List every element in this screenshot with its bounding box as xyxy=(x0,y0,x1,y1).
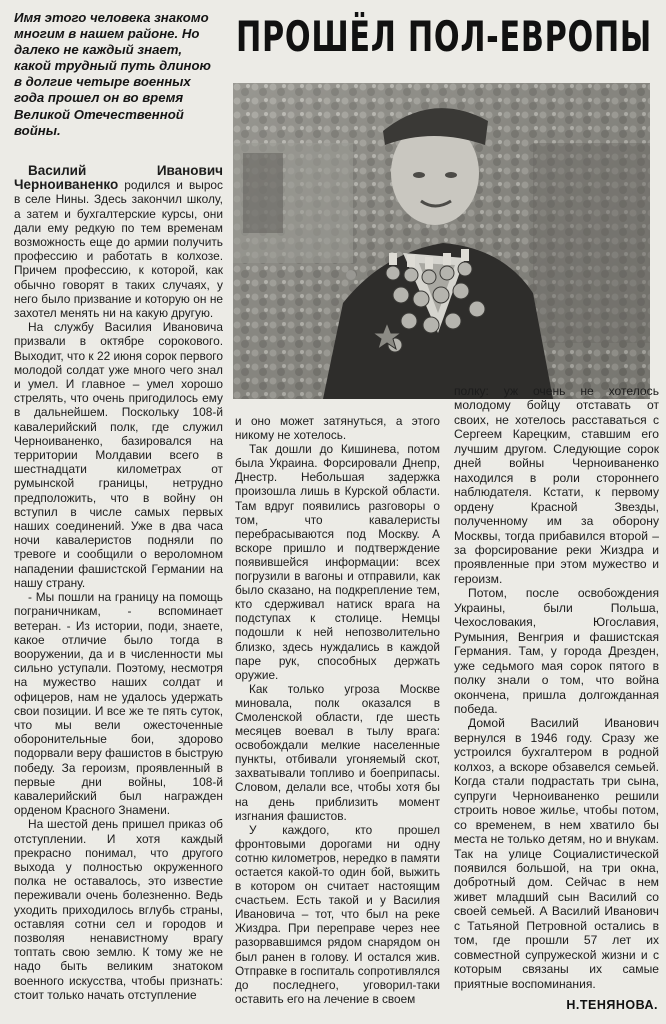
col1-paragraph-3: - Мы пошли на границу на помощь пограничникам, - вспоминает ветеран. - Из истории, поди, знаете, какое отличие было тогда в вооружении, да и в численности мы сильно уступали. Поэтому, несмотря на мужество наших солдат и офицеров, нам не удалось удержать свои позиции. И все же те пять суток, что мы вели ожесточенные оборонительные бои, здорово подорвали веру фашистов в быструю победу. За героизм, проявленный в первые дни войны, 108-й кавалерийский был награжден орденом Красного Знамени. xyxy=(14,590,223,818)
col3-paragraph-1: полку: уж очень не хотелось молодому бойцу отставать от своих, не хотелось расставаться с Сергеем Карецким, ставшим его лучшим другом. Следующие сорок дней войны Черноиваненко находился в роли стороннего наблюдателя. Кстати, к первому ордену Красной Звезды, полученному им за оборону Москвы, тогда прибавился второй – за форсирование реки Жиздра и проявленные при этом мужество и героизм. xyxy=(454,384,659,586)
col2-paragraph-1: и оно может затянуться, а этого никому не хотелось. xyxy=(235,414,440,443)
col1-paragraph-4: На шестой день пришел приказ об отступлении. И хотя каждый прекрасно понимал, что другого выхода у полностью окруженного полка не оставалось, это известие переживали очень болезненно. Ведь уходить приходилось вглубь страны, оставляя сотни сел и городов и позволяя ненавистному врагу топтать свою землю. К тому же не надо быть великим знатоком военного искусства, чтобы признать: стоит только начать отступление xyxy=(14,817,223,1002)
col1-paragraph-1: родился и вырос в селе Нины. Здесь закончил школу, а затем и бухгалтерские курсы, они дали ему редкую по тем временам возможность еще до армии получить профессию и работать в колхозе. Причем профессию, к которой, как обычно говорят в таких случаях, у него было призвание и которую он не захотел менять ни на какую другую. xyxy=(14,178,223,321)
col2-paragraph-3: Как только угроза Москве миновала, полк оказался в Смоленской области, где шесть месяцев воевал в тылу врага: освобождали мелкие населенные пункты, отбивали угоняемый скот, захватывали топливо и боеприпасы. Словом, делали все, чтобы хотя бы на день приблизить момент изгнания фашистов. xyxy=(235,681,440,823)
veteran-surname: Черноиваненко xyxy=(14,177,119,193)
col2-paragraph-2: Так дошли до Кишинева, потом была Украина. Форсировали Днепр, Днестр. Небольшая задержка произошла лишь в Курской области. Там вдруг появились разговоры о том, что кавалеристы перебрасываются под Москву. А вскоре пришло и подтверждение появившейся информации: всех погрузили в вагоны и отправили, как было сказано, на подкрепление тем, кто сдерживал натиск врага на подступах к столице. Немцы подошли к ней непозволительно близко, здесь нуждались в каждой паре рук, способных держать оружие. xyxy=(235,442,440,682)
article-column-3 xyxy=(454,384,659,991)
veteran-first-names: Василий Иванович xyxy=(28,163,223,178)
article-lead: Имя этого человека знакомо многим в нашем районе. Но далеко не каждый знает, какой трудный путь длиною в долгие четыре военных года прошел он во время Великой Отечественной войны. xyxy=(14,10,211,138)
col2-paragraph-4: У каждого, кто прошел фронтовыми дорогами ни одну сотню километров, нередко в памяти остается какой-то один бой, выжить в котором он считает настоящим счастьем. Есть такой и у Василия Ивановича – тот, что был на реке Жиздра. При переправе через нее разорвавшимся рядом снарядом он был ранен в голову. И остался жив. Отправке в госпиталь сопротивлялся до последнего, уговорил-таки оставить его на лечение в своем xyxy=(235,822,440,1006)
article-title: ПРОШЁЛ ПОЛ-ЕВРОПЫ xyxy=(236,12,652,61)
portrait-image xyxy=(233,83,650,399)
col1-paragraph-2: На службу Василия Ивановича призвали в октябре сорокового. Выходит, что к 22 июня сорок первого молодой солдат уже много чего знал и умел. И главное – умел хорошо стрелять, что очень пригодилось ему в дальнейшем. Поскольку 108-й кавалерийский полк, где служил Черноиваненко, базировался на территории Молдавии всего в шестнадцати километрах от румынской границы, нетрудно предположить, что в войну он вступил в числе самых первых наших соединений. Уже в два часа ночи кавалеристов подняли по тревоге и сообщили о вероломном нападении фашистской Германии на нашу страну. xyxy=(14,320,223,590)
article-column-2 xyxy=(235,414,440,1006)
col3-paragraph-2: Потом, после освобождения Украины, были Польша, Чехословакия, Югославия, Румыния, Венгрия и фашистская Германия. Там, у города Дрезден, уже седьмого мая сорок пятого в полку знали о том, что война окончена, пришла долгожданная победа. xyxy=(454,586,659,716)
col3-paragraph-3: Домой Василий Иванович вернулся в 1946 году. Сразу же устроился бухгалтером в родной колхоз, а вскоре обзавелся семьей. Когда стали подрастать три сына, супруги Черноиваненко решили строить новое жилье, чтобы потом, со временем, в нем хватило бы места не только детям, но и внукам. Так на улице Социалистической появился большой, на три окна, добротный дом. Сейчас в нем живет младший сын Василий со своей семьей. А Василий Иванович с Татьяной Петровной остались в том, где прошли 57 лет их совместной супружеской жизни и с которым связаны их самые приятные воспоминания. xyxy=(454,716,659,991)
article-column-1 xyxy=(14,164,223,1002)
article-author: Н.ТЕНЯНОВА. xyxy=(566,998,658,1012)
veteran-portrait-photo xyxy=(233,83,650,399)
